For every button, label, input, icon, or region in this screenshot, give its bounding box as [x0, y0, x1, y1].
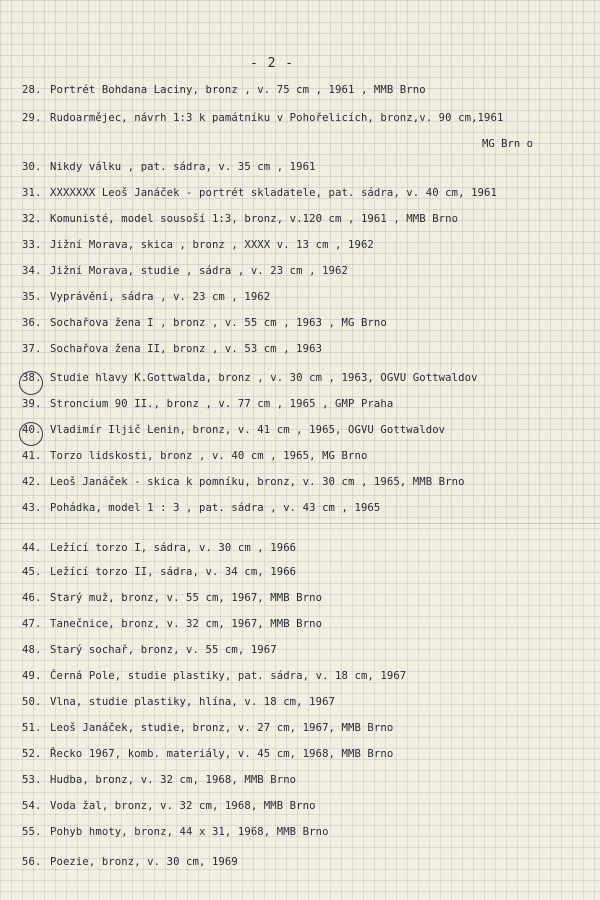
entry-number: 32.	[22, 213, 42, 225]
catalog-entry	[22, 398, 393, 410]
entry-number: 35.	[22, 291, 42, 303]
catalog-entry	[22, 618, 322, 630]
catalog-entry	[22, 213, 458, 225]
catalog-entry	[22, 722, 393, 734]
entry-number: 40.	[22, 424, 42, 436]
entry-text: Pohádka, model 1 : 3 , pat. sádra , v. 43 cm , 1965	[50, 502, 381, 514]
entry-text: Poezie, bronz, v. 30 cm, 1969	[50, 856, 238, 868]
entry-number: 43.	[22, 502, 42, 514]
catalog-entry	[22, 291, 270, 303]
entry-number: 49.	[22, 670, 42, 682]
entry-number: 44.	[22, 542, 42, 554]
entry-text: Vladimír Iljič Lenin, bronz, v. 41 cm , 1965, OGVU Gottwaldov	[50, 424, 446, 436]
entry-text: Studie hlavy K.Gottwalda, bronz , v. 30 cm , 1963, OGVU Gottwaldov	[50, 372, 478, 384]
entry-number: 30.	[22, 161, 42, 173]
entry-text: Vlna, studie plastiky, hlína, v. 18 cm, 1967	[50, 696, 336, 708]
catalog-entry	[22, 826, 329, 838]
entry-text: Sochařova žena II, bronz , v. 53 cm , 1963	[50, 343, 323, 355]
entry-text: Řecko 1967, komb. materiály, v. 45 cm, 1968, MMB Brno	[50, 748, 394, 760]
entry-number: 45.	[22, 566, 42, 578]
entry-text: Starý sochař, bronz, v. 55 cm, 1967	[50, 644, 277, 656]
catalog-entry	[22, 317, 387, 329]
entry-text: Nikdy válku , pat. sádra, v. 35 cm , 1961	[50, 161, 316, 173]
entry-text: Torzo lidskosti, bronz , v. 40 cm , 1965, MG Brno	[50, 450, 368, 462]
catalog-entry	[22, 566, 296, 578]
entry-text: Rudoarmějec, návrh 1:3 k památníku v Pohořelicích, bronz,v. 90 cm,1961	[50, 112, 504, 124]
entry-number: 56.	[22, 856, 42, 868]
catalog-entry	[22, 748, 393, 760]
entry-text: Jižní Morava, skica , bronz , XXXX v. 13 cm , 1962	[50, 239, 374, 251]
entry-text: Portrét Bohdana Laciny, bronz , v. 75 cm , 1961 , MMB Brno	[50, 84, 426, 96]
entry-text: Ležící torzo II, sádra, v. 34 cm, 1966	[50, 566, 297, 578]
catalog-entry	[22, 239, 374, 251]
entry-text: Leoš Janáček, studie, bronz, v. 27 cm, 1967, MMB Brno	[50, 722, 394, 734]
entry-text: Jižní Morava, studie , sádra , v. 23 cm , 1962	[50, 265, 348, 277]
entry-number: 33.	[22, 239, 42, 251]
entry-number: 36.	[22, 317, 42, 329]
catalog-entry	[22, 112, 503, 124]
entry-text: Starý muž, bronz, v. 55 cm, 1967, MMB Brno	[50, 592, 323, 604]
circle-mark-40	[19, 422, 43, 446]
entry-number: 37.	[22, 343, 42, 355]
entry-text: Sochařova žena I , bronz , v. 55 cm , 1963 , MG Brno	[50, 317, 387, 329]
page-fold-line	[0, 523, 600, 524]
entry-text: Tanečnice, bronz, v. 32 cm, 1967, MMB Brno	[50, 618, 323, 630]
entry-number: 38.	[22, 372, 42, 384]
page-number: - 2 -	[250, 56, 295, 71]
entry-text: Leoš Janáček - skica k pomníku, bronz, v. 30 cm , 1965, MMB Brno	[50, 476, 465, 488]
entry-number: 28.	[22, 84, 42, 96]
catalog-entry	[22, 592, 322, 604]
catalog-entry	[22, 187, 497, 199]
catalog-entry	[22, 644, 277, 656]
catalog-entry	[22, 774, 296, 786]
entry-number: 42.	[22, 476, 42, 488]
catalog-entry	[22, 800, 316, 812]
entry-number: 55.	[22, 826, 42, 838]
catalog-entry	[22, 265, 348, 277]
entry-number: 47.	[22, 618, 42, 630]
entry-number: 53.	[22, 774, 42, 786]
entry-number: 50.	[22, 696, 42, 708]
catalog-entry	[22, 424, 445, 436]
entry-text: Ležící torzo I, sádra, v. 30 cm , 1966	[50, 542, 297, 554]
entry-number: 51.	[22, 722, 42, 734]
entry-number: 41.	[22, 450, 42, 462]
entry-text: Voda žal, bronz, v. 32 cm, 1968, MMB Brno	[50, 800, 316, 812]
entry-text: Vyprávění, sádra , v. 23 cm , 1962	[50, 291, 271, 303]
entry-number: 34.	[22, 265, 42, 277]
entry-text: Černá Pole, studie plastiky, pat. sádra, v. 18 cm, 1967	[50, 670, 407, 682]
catalog-entry	[22, 476, 465, 488]
catalog-entry	[22, 856, 238, 868]
catalog-entry	[22, 84, 426, 96]
bleed-through-area	[0, 524, 600, 900]
entry-text: Pohyb hmoty, bronz, 44 x 31, 1968, MMB Brno	[50, 826, 329, 838]
entry-number: 29.	[22, 112, 42, 124]
entry-number: 54.	[22, 800, 42, 812]
catalog-entry	[22, 450, 367, 462]
catalog-entry	[22, 696, 335, 708]
entry-text: Komunisté, model sousoší 1:3, bronz, v.120 cm , 1961 , MMB Brno	[50, 213, 459, 225]
catalog-entry	[22, 161, 316, 173]
entry-number: 39.	[22, 398, 42, 410]
entry-text: Stroncium 90 II., bronz , v. 77 cm , 1965 , GMP Praha	[50, 398, 394, 410]
catalog-entry	[22, 542, 296, 554]
catalog-entry	[22, 343, 322, 355]
catalog-entry	[22, 670, 406, 682]
entry-29-continuation: MG Brn o	[482, 138, 534, 150]
entry-text: Hudba, bronz, v. 32 cm, 1968, MMB Brno	[50, 774, 297, 786]
entry-number: 31.	[22, 187, 42, 199]
circle-mark-38	[19, 371, 43, 395]
catalog-entry	[22, 502, 380, 514]
entry-text: XXXXXXX Leoš Janáček - portrét skladatele, pat. sádra, v. 40 cm, 1961	[50, 187, 497, 199]
entry-number: 48.	[22, 644, 42, 656]
entry-number: 46.	[22, 592, 42, 604]
entry-number: 52.	[22, 748, 42, 760]
catalog-entry	[22, 372, 478, 384]
